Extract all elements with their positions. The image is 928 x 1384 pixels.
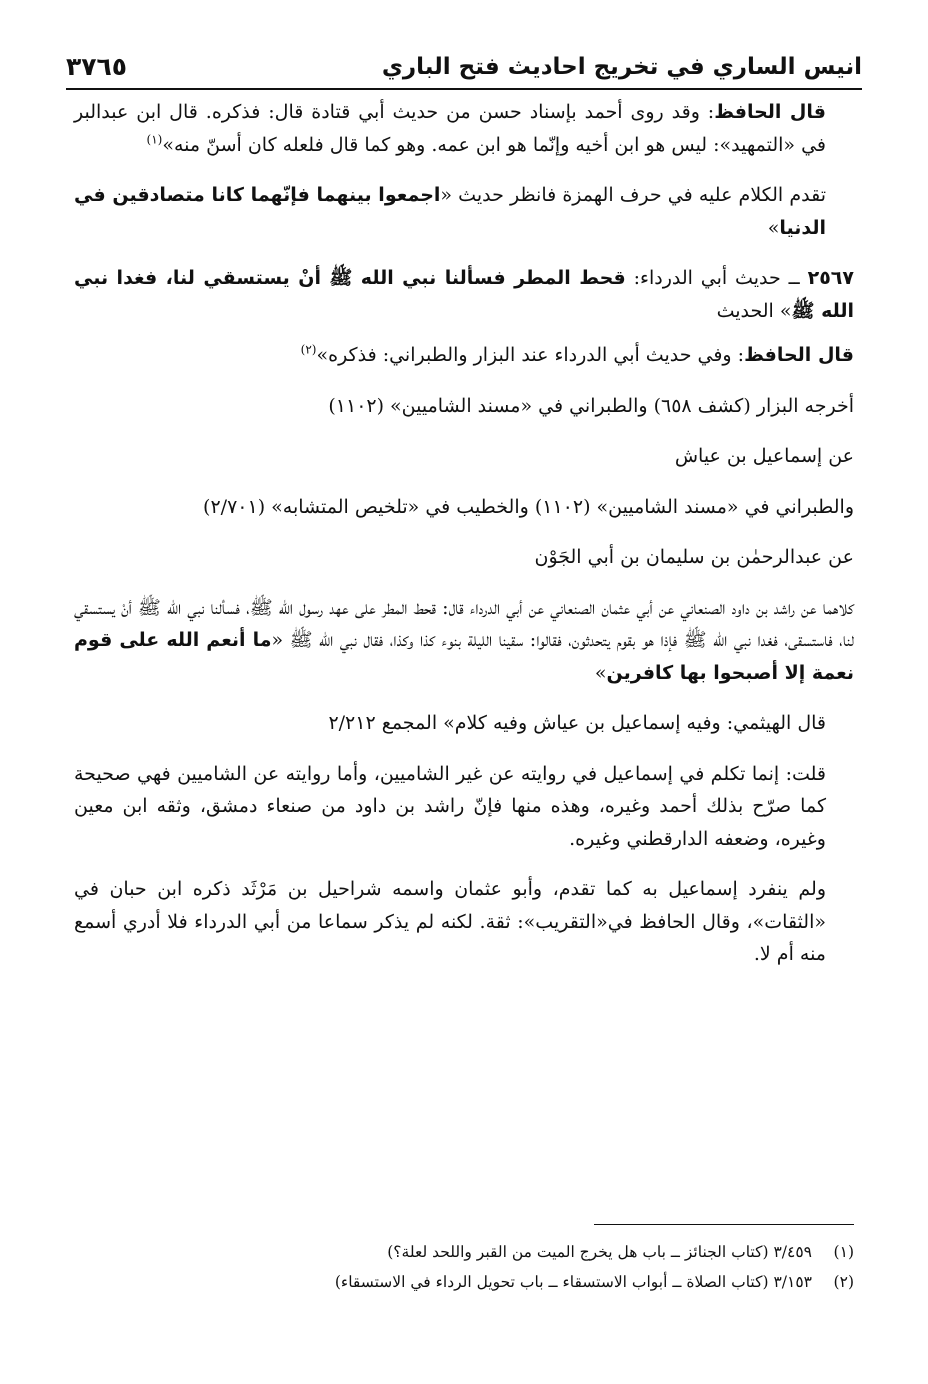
- hadith-number: ٢٥٦٧: [807, 267, 854, 289]
- footnote-number: (٢): [833, 1273, 854, 1291]
- running-title: انيس الساري في تخريج احاديث فتح الباري: [381, 54, 862, 81]
- paragraph-text: : وقد روى أحمد بإسناد حسن من حديث أبي قتادة قال: فذكره. قال ابن عبدالبر في «التمهيد»: ليس هو ابن أخيه وإنّما هو ابن عمه. وهو كما قال فلعله كان أسنّ منه»: [74, 101, 826, 156]
- paragraph-isnad-2: [74, 541, 854, 574]
- paragraph-text: : وفي حديث أبي الدرداء عند البزار والطبراني: فذكره»: [316, 344, 745, 366]
- paragraph-hafiz-2: [74, 339, 854, 372]
- hadith-quote: ما أنعم الله على قوم نعمة إلا أصبحوا بها كافرين: [74, 629, 854, 684]
- paragraph-text: كلاهما عن راشد بن داود الصنعاني عن أبي عثمان الصنعاني عن أبي الدرداء قال: قحط المطر على عهد رسول الله ﷺ، فسألنا نبي الله ﷺ أنْ يستسقي لنا، فاستسقى، فغدا نبي الله ﷺ فإذا هو بقوم يتحدثون، فقالوا: سقينا الليلة بنوء كذا وكذا، فقال نبي الله ﷺ «: [74, 596, 854, 651]
- paragraph-text: عن إسماعيل بن عياش: [674, 445, 854, 467]
- paragraph-text: قال الهيثمي: وفيه إسماعيل بن عياش وفيه كلام» المجمع ٢/٢١٢: [328, 712, 826, 734]
- paragraph-text: أخرجه البزار (كشف ٦٥٨) والطبراني في «مسند الشاميين» (١١٠٢): [328, 394, 854, 417]
- paragraph-hafiz-1: [74, 96, 854, 161]
- paragraph-commentary-1: [74, 758, 854, 856]
- paragraph-text: تقدم الكلام عليه في حرف الهمزة فانظر حديث «: [440, 184, 826, 206]
- paragraph-hadith-full: [74, 592, 854, 690]
- hadith-entry: [74, 262, 854, 327]
- paragraph-text: ولم ينفرد إسماعيل به كما تقدم، وأبو عثمان واسمه شراحيل بن مَرْثَد ذكره ابن حبان في «الثقات»، وقال الحافظ في«التقريب»: ثقة. لكنه لم يذكر سماعا من أبي الدرداء فلا أدري أسمع منه أم لا.: [74, 878, 826, 965]
- hadith-quote: اجمعوا بينهما فإنّهما كانا متصادقين في الدنيا: [74, 184, 826, 239]
- page-header: [66, 34, 862, 82]
- footnote-ref: (٢): [300, 342, 317, 357]
- footnote-number: (١): [833, 1243, 854, 1261]
- footnote-text: ٣/٤٥٩ (كتاب الجنائز ــ باب هل يخرج الميت من القبر واللحد لعلة؟): [387, 1243, 812, 1261]
- hadith-intro: ــ حديث أبي الدرداء:: [625, 267, 808, 289]
- page-body: [74, 96, 854, 971]
- paragraph-cross-reference: [74, 179, 854, 244]
- footnotes: [74, 1237, 854, 1297]
- paragraph-text: »: [767, 216, 780, 239]
- footnote-ref: (١): [146, 132, 163, 147]
- paragraph-commentary-2: [74, 873, 854, 971]
- paragraph-text: والطبراني في «مسند الشاميين» (١١٠٢) والخطيب في «تلخيص المتشابه» (٢/٧٠١): [203, 495, 854, 518]
- paragraph-text: عن عبدالرحمٰن بن سليمان بن أبي الجَوْن: [534, 546, 854, 568]
- paragraph-haythami: [74, 707, 854, 740]
- page-number: ٣٧٦٥: [66, 52, 128, 81]
- footnote-text: ٣/١٥٣ (كتاب الصلاة ــ أبواب الاستسقاء ــ باب تحويل الرداء في الاستسقاء): [334, 1273, 812, 1291]
- hafiz-label: قال الحافظ: [714, 101, 826, 123]
- footnote: [74, 1237, 854, 1267]
- hadith-text: قحط المطر فسألنا نبي الله ﷺ أنْ يستسقي لنا، فغدا نبي الله ﷺ: [74, 267, 854, 322]
- footnote-rule: [594, 1224, 854, 1225]
- paragraph-isnad-1: [74, 440, 854, 473]
- paragraph-text: » الحديث: [716, 299, 792, 322]
- header-rule: [66, 88, 862, 90]
- paragraph-text: قلت: إنما تكلم في إسماعيل في روايته عن غير الشاميين، وأما روايته عن الشاميين فهي صحيحة كما صرّح بذلك أحمد وغيره، وهذه منها فإنّ راشد بن داود من صنعاء دمشق، وثقه ابن معين وغيره، وضعفه الدارقطني وغيره.: [74, 762, 826, 850]
- hafiz-label: قال الحافظ: [744, 344, 854, 366]
- paragraph-text: »: [594, 661, 607, 684]
- paragraph-takhrij-1: [74, 390, 854, 423]
- paragraph-takhrij-2: [74, 491, 854, 524]
- footnote: [74, 1267, 854, 1297]
